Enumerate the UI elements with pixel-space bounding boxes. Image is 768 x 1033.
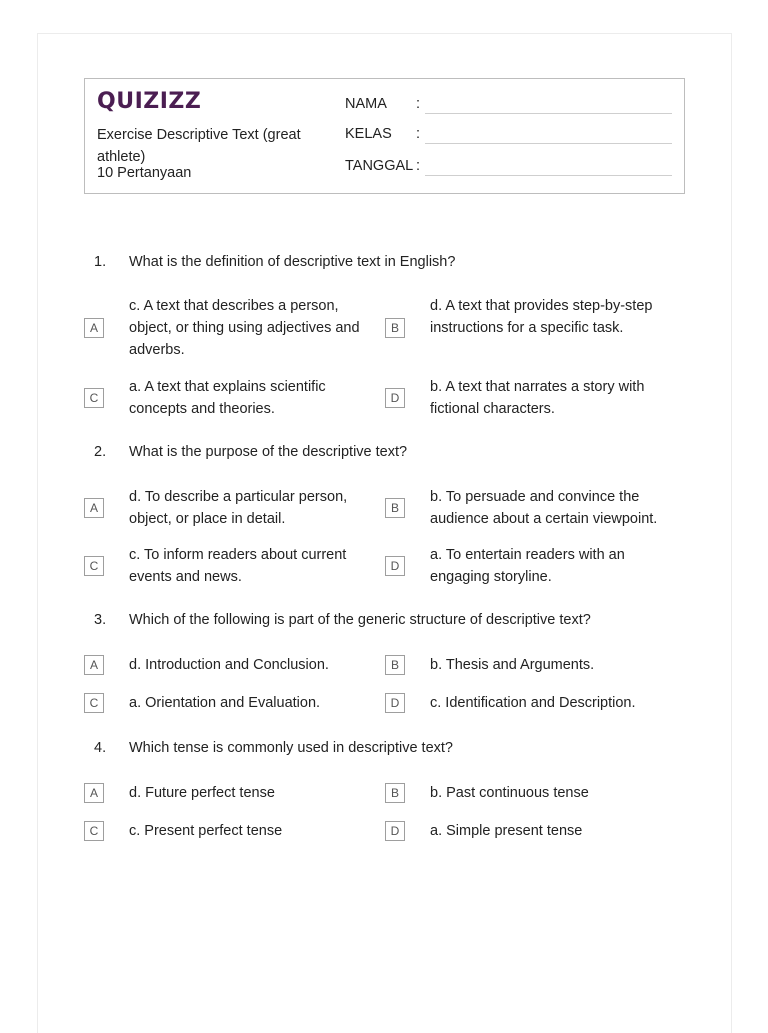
question-text: Which of the following is part of the generic structure of descriptive text? [129, 612, 591, 628]
option-text: b. A text that narrates a story with fictional characters. [430, 379, 645, 417]
option-letter-box[interactable]: D [385, 556, 405, 576]
option-letter-box[interactable]: C [84, 821, 104, 841]
option-text: b. Thesis and Arguments. [430, 657, 595, 673]
option-text: a. Orientation and Evaluation. [129, 695, 321, 711]
option-text: a. A text that explains scientific concepts and theories. [129, 379, 326, 417]
option-text: c. To inform readers about current events and news. [129, 547, 347, 585]
question-count: 10 Pertanyaan [97, 165, 192, 181]
option-text: c. Identification and Description. [430, 695, 636, 711]
option-letter-box[interactable]: B [385, 655, 405, 675]
name-field[interactable] [345, 96, 421, 112]
name-colon: : [416, 96, 421, 112]
class-colon: : [416, 126, 421, 142]
option-letter-box[interactable]: C [84, 556, 104, 576]
option-letter-box[interactable]: D [385, 693, 405, 713]
quizizz-logo: QUIZIZZ [97, 89, 202, 114]
option-text: d. A text that provides step-by-step instructions for a specific task. [430, 298, 653, 336]
name-line[interactable] [425, 113, 672, 114]
option-letter-box[interactable]: B [385, 318, 405, 338]
date-line[interactable] [425, 175, 672, 176]
option-letter-box[interactable]: B [385, 498, 405, 518]
worksheet-title: Exercise Descriptive Text (great athlete) [97, 127, 301, 165]
question-number: 4. [94, 740, 107, 756]
option-letter-box[interactable]: D [385, 821, 405, 841]
option-letter-box[interactable]: C [84, 693, 104, 713]
class-label: KELAS [345, 126, 392, 142]
question-number: 3. [94, 612, 107, 628]
option-text: b. Past continuous tense [430, 785, 589, 801]
option-letter-box[interactable]: B [385, 783, 405, 803]
question-number: 1. [94, 254, 107, 270]
option-text: b. To persuade and convince the audience about a certain viewpoint. [430, 489, 658, 527]
option-letter-box[interactable]: A [84, 783, 104, 803]
question-text: Which tense is commonly used in descriptive text? [129, 740, 453, 756]
question-text: What is the definition of descriptive text in English? [129, 254, 456, 270]
worksheet-header [84, 78, 685, 194]
option-letter-box[interactable]: A [84, 318, 104, 338]
question-number: 2. [94, 444, 107, 460]
class-line[interactable] [425, 143, 672, 144]
class-field[interactable] [345, 126, 421, 142]
option-text: a. To entertain readers with an engaging storyline. [430, 547, 625, 585]
option-text: a. Simple present tense [430, 823, 583, 839]
option-letter-box[interactable]: C [84, 388, 104, 408]
option-letter-box[interactable]: D [385, 388, 405, 408]
option-text: c. Present perfect tense [129, 823, 283, 839]
name-label: NAMA [345, 96, 387, 112]
date-colon: : [416, 158, 421, 174]
option-text: c. A text that describes a person, object, or thing using adjectives and adverbs. [129, 298, 360, 358]
option-text: d. Future perfect tense [129, 785, 275, 801]
option-letter-box[interactable]: A [84, 655, 104, 675]
date-field[interactable] [345, 158, 421, 174]
option-letter-box[interactable]: A [84, 498, 104, 518]
question-text: What is the purpose of the descriptive text? [129, 444, 408, 460]
date-label: TANGGAL [345, 158, 414, 174]
option-text: d. Introduction and Conclusion. [129, 657, 329, 673]
option-text: d. To describe a particular person, object, or place in detail. [129, 489, 348, 527]
